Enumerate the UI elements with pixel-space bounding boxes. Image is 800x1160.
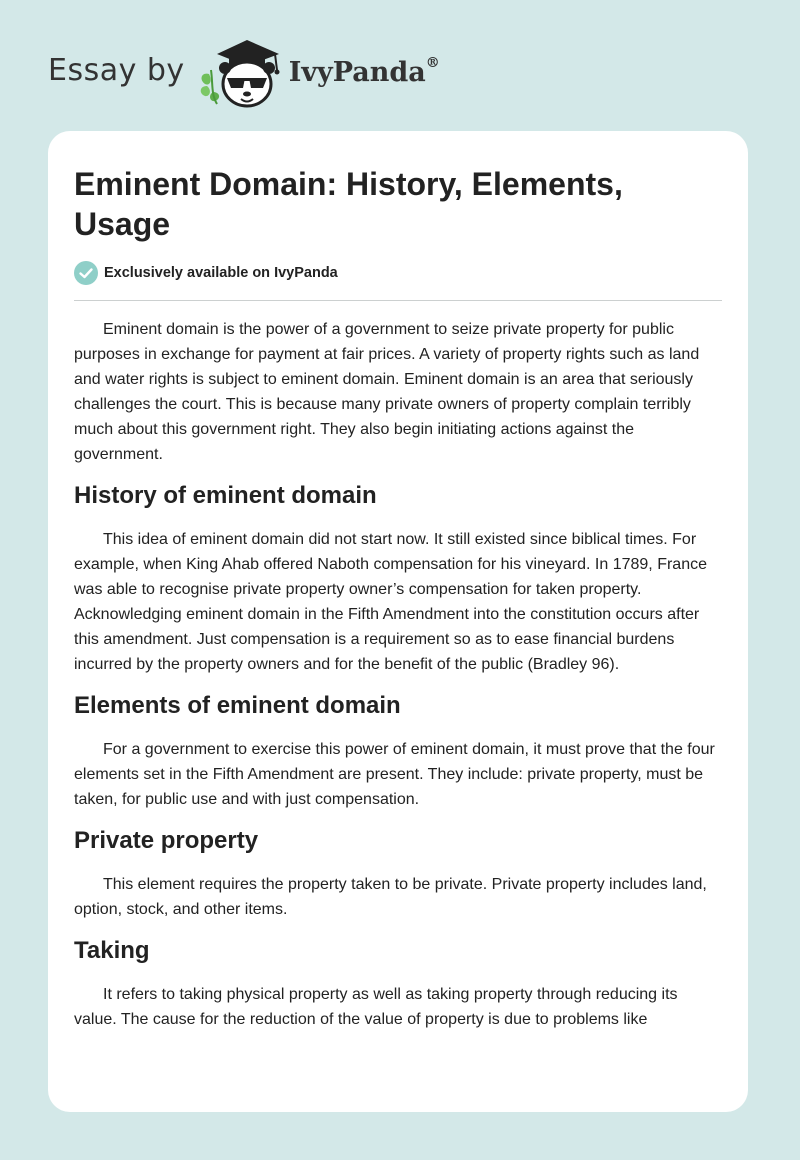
section-heading-private-property: Private property	[74, 827, 259, 854]
exclusive-label: Exclusively available on IvyPanda	[104, 265, 338, 281]
section-heading-history: History of eminent domain	[74, 482, 377, 509]
brand-name-text: IvyPanda	[288, 56, 426, 88]
site-header	[48, 34, 440, 114]
section-body-elements: For a government to exercise this power of eminent domain, it must prove that the four elements set in the Fifth Amendment are present. They include: private property, must be taken, for public use and with just compensation.	[74, 741, 715, 808]
section-heading-elements: Elements of eminent domain	[74, 692, 401, 719]
check-badge-icon	[74, 261, 98, 285]
brand-name	[288, 54, 440, 88]
registered-mark: ®	[425, 54, 440, 71]
exclusive-banner	[74, 261, 722, 301]
page-title: Eminent Domain: History, Elements, Usage	[74, 166, 623, 242]
essay-card	[48, 131, 748, 1112]
section-body-taking: It refers to taking physical property as well as taking property through reducing its value. The cause for the reduction of the value of property is due to problems like	[74, 986, 678, 1028]
section-body-private-property: This element requires the property taken to be private. Private property includes land, option, stock, and other items.	[74, 876, 707, 918]
panda-graduate-logo-icon	[195, 34, 285, 114]
essay-by-label: Essay by	[48, 52, 185, 88]
intro-paragraph: Eminent domain is the power of a government to seize private property for public purposes in exchange for payment at fair prices. A variety of property rights such as land and water rights is subject to eminent domain. Eminent domain is an area that seriously challenges the court. This is because many private owners of property complain terribly much about this government right. They also begin initiating actions against the government.	[74, 321, 700, 463]
ivy-leaf-icon	[200, 70, 218, 104]
section-body-history: This idea of eminent domain did not start now. It still existed since biblical times. For example, when King Ahab offered Naboth compensation for his vineyard. In 1789, France was able to recognise private property owner’s compensation for taken property. Acknowledging eminent domain in the Fifth Amendment into the constitution occurs after this amendment. Just compensation is a requirement so as to ease financial burdens incurred by the property owners and for the benefit of the public (Bradley 96).	[74, 531, 707, 673]
ivypanda-logo[interactable]	[195, 34, 440, 114]
section-heading-taking: Taking	[74, 937, 150, 964]
